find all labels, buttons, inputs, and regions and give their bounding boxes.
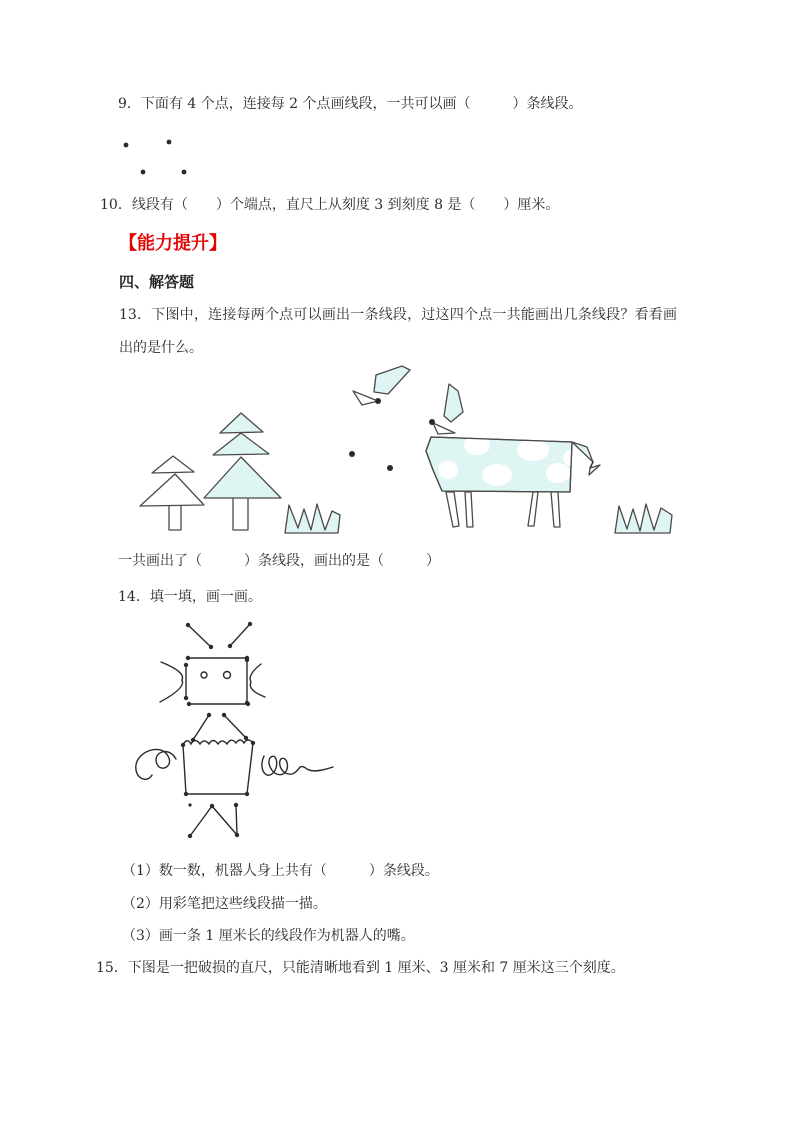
robot-ear-left bbox=[160, 662, 183, 702]
ox-leg bbox=[465, 492, 473, 527]
ox-ear bbox=[433, 423, 455, 434]
point-dot bbox=[124, 143, 129, 148]
ox-leg bbox=[528, 492, 538, 526]
cow-scene-figure bbox=[120, 362, 680, 547]
ox-tail bbox=[572, 442, 600, 475]
robot-eye-left bbox=[201, 672, 207, 678]
robot-figure bbox=[130, 612, 400, 852]
question-9-text: 9．下面有 4 个点，连接每 2 个点画线段，一共可以画（ ）条线段。 bbox=[118, 96, 583, 112]
robot-arm-right bbox=[262, 756, 333, 775]
robot-endpoint-dots bbox=[181, 622, 255, 838]
robot-antenna-right bbox=[230, 624, 250, 646]
robot-antenna-left bbox=[188, 625, 211, 647]
point-dot bbox=[182, 170, 187, 175]
section-four-title: 四、解答题 bbox=[119, 274, 195, 291]
point-dot bbox=[141, 170, 146, 175]
big-tree bbox=[204, 413, 281, 530]
question-14-text: 14．填一填，画一画。 bbox=[118, 589, 262, 605]
ox-leg bbox=[551, 492, 560, 527]
ability-section-heading: 【能力提升】 bbox=[119, 233, 227, 253]
question-10-text: 10．线段有（ ）个端点，直尺上从刻度 3 到刻度 8 是（ ）厘米。 bbox=[100, 197, 560, 213]
ox-horn bbox=[444, 384, 463, 422]
robot-eye-right bbox=[224, 672, 231, 679]
four-points-figure bbox=[118, 133, 198, 183]
robot-arm-left bbox=[136, 749, 176, 779]
ox-leg bbox=[446, 492, 459, 527]
robot-neck-left bbox=[193, 715, 209, 740]
question-13-answer-line: 一共画出了（ ）条线段，画出的是（ ） bbox=[118, 553, 440, 569]
robot-head bbox=[160, 658, 265, 704]
question-14-sub3: （3）画一条 1 厘米长的线段作为机器人的嘴。 bbox=[122, 928, 415, 944]
question-13-text: 13．下图中，连接每两个点可以画出一条线段，过这四个点一共能画出几条线段？看看画出的是什么。 bbox=[119, 307, 677, 356]
floating-horn-ear bbox=[353, 366, 410, 405]
robot-body bbox=[183, 740, 253, 794]
grass-tuft-right bbox=[615, 504, 672, 533]
grass-tuft-left bbox=[285, 504, 340, 533]
robot-neck-right bbox=[224, 715, 246, 738]
small-tree bbox=[140, 456, 204, 530]
robot-ear-right bbox=[250, 664, 265, 697]
robot-leg-right bbox=[236, 805, 237, 835]
question-14-sub2: （2）用彩笔把这些线段描一描。 bbox=[122, 896, 327, 912]
question-14-sub1: （1）数一数，机器人身上共有（ ）条线段。 bbox=[122, 863, 439, 879]
point-dot bbox=[167, 140, 172, 145]
robot-leg-middle bbox=[212, 806, 237, 835]
scene-four-points bbox=[349, 398, 435, 471]
ox-figure bbox=[426, 384, 600, 527]
robot-leg-left bbox=[190, 806, 212, 836]
question-15-text: 15．下图是一把破损的直尺，只能清晰地看到 1 厘米、3 厘米和 7 厘米这三个刻度。 bbox=[96, 960, 625, 976]
